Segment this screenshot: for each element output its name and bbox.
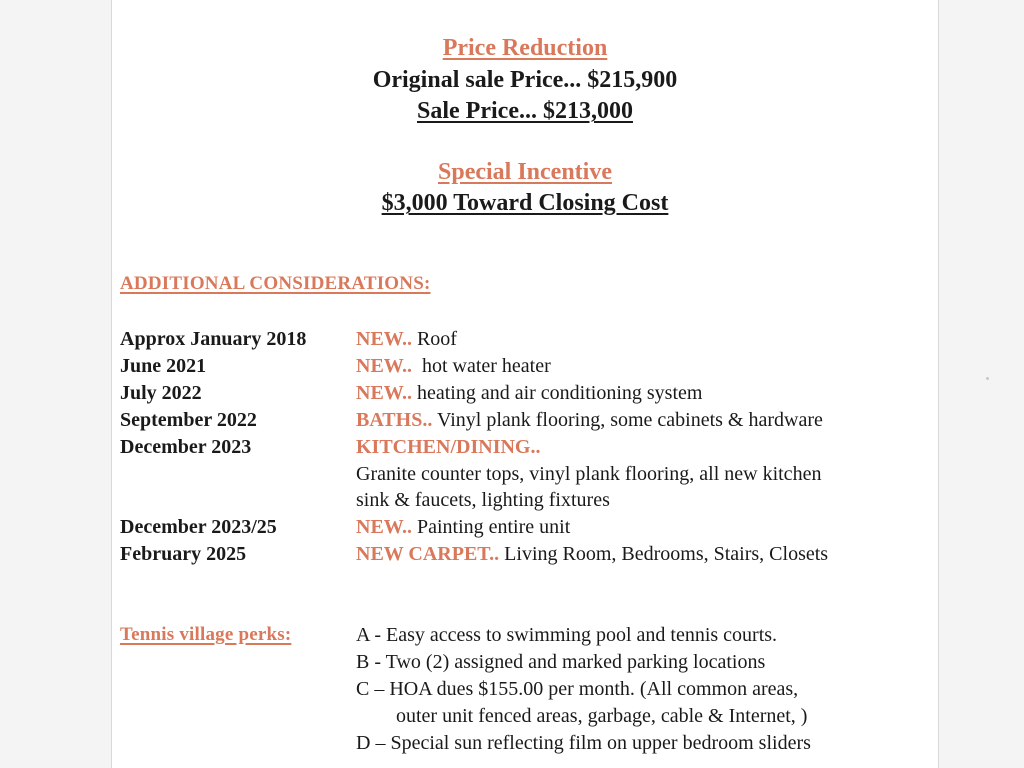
row-text: heating and air conditioning system <box>411 382 703 404</box>
row-description-continued: sink & faucets, lighting fixtures <box>356 489 610 511</box>
special-incentive-heading: Special Incentive <box>438 159 612 185</box>
row-date: Approx January 2018 <box>120 328 307 350</box>
incentive-text: $3,000 Toward Closing Cost <box>381 190 669 216</box>
row-tag: NEW.. <box>356 382 412 404</box>
row-date: February 2025 <box>120 543 247 565</box>
row-tag: NEW CARPET.. <box>356 543 500 565</box>
row-text: Roof <box>411 328 457 350</box>
perk-item: A - Easy access to swimming pool and tennis courts. <box>356 624 778 646</box>
row-text: Painting entire unit <box>411 516 571 538</box>
row-date: July 2022 <box>120 382 202 404</box>
row-description <box>356 326 457 352</box>
row-description <box>356 541 828 567</box>
row-description <box>356 514 570 540</box>
row-date: June 2021 <box>120 355 207 377</box>
row-tag: NEW.. <box>356 355 412 377</box>
row-description-continued: Granite counter tops, vinyl plank flooring, all new kitchen <box>356 463 822 485</box>
row-description <box>356 353 551 379</box>
perk-item: D – Special sun reflecting film on upper bedroom sliders <box>356 732 811 754</box>
price-reduction-heading: Price Reduction <box>442 35 608 61</box>
row-text: hot water heater <box>411 355 551 377</box>
perk-item-continued: outer unit fenced areas, garbage, cable & Internet, ) <box>396 705 808 727</box>
row-tag: NEW.. <box>356 516 412 538</box>
row-description <box>356 434 540 460</box>
row-date: September 2022 <box>120 409 257 431</box>
row-tag: NEW.. <box>356 328 412 350</box>
row-date: December 2023/25 <box>120 516 277 538</box>
sale-price-line: Sale Price... $213,000 <box>417 98 633 124</box>
row-tag: KITCHEN/DINING.. <box>356 436 541 458</box>
row-description <box>356 380 702 406</box>
row-text: Living Room, Bedrooms, Stairs, Closets <box>499 543 829 565</box>
original-price-line: Original sale Price... $215,900 <box>372 67 678 93</box>
row-description <box>356 407 823 433</box>
perk-item: B - Two (2) assigned and marked parking locations <box>356 651 766 673</box>
document-page <box>111 0 939 768</box>
additional-considerations-heading: ADDITIONAL CONSIDERATIONS: <box>120 273 431 294</box>
row-tag: BATHS.. <box>356 409 433 431</box>
tennis-village-perks-heading: Tennis village perks: <box>120 624 292 645</box>
scan-speck <box>986 377 989 380</box>
row-date: December 2023 <box>120 436 252 458</box>
row-text: Vinyl plank flooring, some cabinets & hardware <box>432 409 823 431</box>
perk-item: C – HOA dues $155.00 per month. (All common areas, <box>356 678 799 700</box>
